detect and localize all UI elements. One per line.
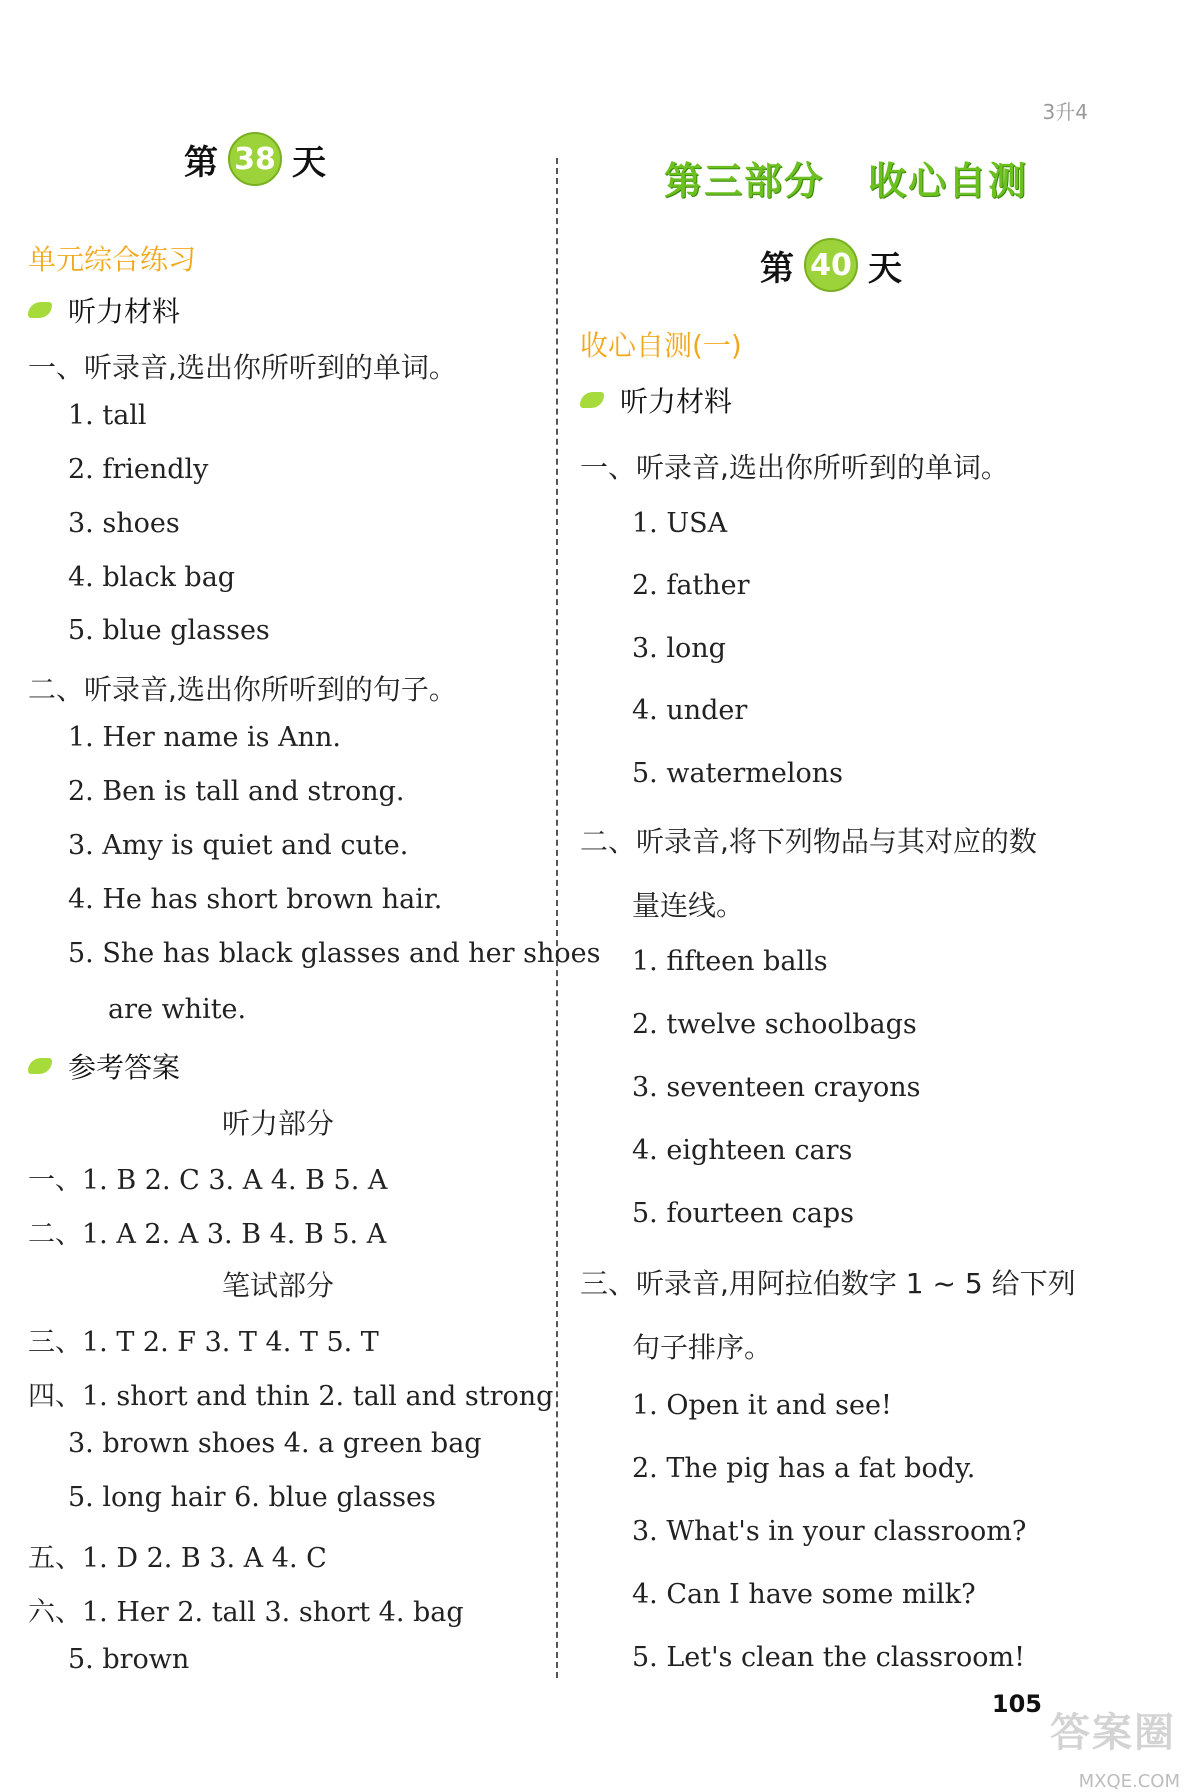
q1-item: 5. watermelons (632, 758, 844, 789)
answer-row: 二、1. A 2. A 3. B 4. B 5. A (28, 1219, 387, 1250)
q1-item: 4. under (632, 695, 748, 726)
day-number-badge: 38 (228, 132, 282, 186)
page-number: 105 (991, 1690, 1042, 1718)
listening-heading (580, 380, 732, 420)
leaf-icon (580, 392, 604, 408)
section-title: 收心自测(一) (580, 329, 742, 362)
answer-row: 四、1. short and thin 2. tall and strong (28, 1381, 554, 1412)
answer-row: 三、1. T 2. F 3. T 4. T 5. T (28, 1327, 379, 1358)
day-38-title (184, 132, 326, 186)
q1-item: 2. friendly (68, 454, 209, 485)
question-2: 二、听录音,将下列物品与其对应的数 (580, 825, 1037, 858)
day-number-badge: 40 (804, 238, 858, 292)
q1-item: 1. USA (632, 508, 728, 539)
q3-item: 2. The pig has a fat body. (632, 1453, 976, 1484)
q3-item: 4. Can I have some milk? (632, 1579, 976, 1610)
day-40-title (760, 238, 902, 292)
q2-item: 5. She has black glasses and her shoes (68, 938, 601, 969)
answer-row: 3. brown shoes 4. a green bag (68, 1428, 482, 1459)
q1-item: 3. long (632, 633, 726, 664)
q1-item: 4. black bag (68, 562, 236, 593)
question-2-continued: 量连线。 (632, 889, 745, 922)
q2-item: 2. Ben is tall and strong. (68, 776, 405, 807)
leaf-icon (28, 302, 52, 318)
listening-part-label: 听力部分 (221, 1107, 334, 1140)
section-title: 单元综合练习 (28, 243, 197, 276)
listening-heading-label: 听力材料 (68, 295, 181, 328)
day-suffix: 天 (868, 248, 902, 289)
q2-item: 1. fifteen balls (632, 946, 828, 977)
watermark-logo: 答案圈 (1050, 1710, 1176, 1756)
q3-item: 3. What's in your classroom? (632, 1516, 1027, 1547)
answer-row: 一、1. B 2. C 3. A 4. B 5. A (28, 1165, 388, 1196)
answer-row: 六、1. Her 2. tall 3. short 4. bag (28, 1597, 464, 1628)
grade-tag: 3升4 (1042, 100, 1088, 124)
written-part-label: 笔试部分 (221, 1269, 334, 1302)
part-title-a: 第三部分 (664, 159, 825, 203)
q1-item: 3. shoes (68, 508, 180, 539)
q2-item: 1. Her name is Ann. (68, 722, 341, 753)
answer-heading (28, 1046, 180, 1086)
day-suffix: 天 (292, 142, 326, 183)
day-prefix: 第 (760, 248, 794, 289)
question-3: 三、听录音,用阿拉伯数字 1 ~ 5 给下列 (580, 1267, 1076, 1300)
watermark-url: MXQE.COM (1078, 1771, 1180, 1792)
answer-heading-label: 参考答案 (68, 1051, 181, 1084)
question-1: 一、听录音,选出你所听到的单词。 (580, 451, 1009, 484)
question-3-continued: 句子排序。 (632, 1331, 773, 1364)
part-title (664, 150, 1072, 205)
q3-item: 1. Open it and see! (632, 1390, 892, 1421)
part-title-b: 收心自测 (868, 159, 1029, 203)
question-1: 一、听录音,选出你所听到的单词。 (28, 351, 457, 384)
q2-item: 4. He has short brown hair. (68, 884, 443, 915)
day-prefix: 第 (184, 142, 218, 183)
q2-item: 2. twelve schoolbags (632, 1009, 917, 1040)
listening-heading-label: 听力材料 (620, 385, 733, 418)
q1-item: 5. blue glasses (68, 615, 270, 646)
q2-item: 4. eighteen cars (632, 1135, 853, 1166)
q1-item: 1. tall (68, 400, 147, 431)
column-divider (556, 158, 558, 1678)
q2-item: 3. seventeen crayons (632, 1072, 921, 1103)
answer-row: 5. long hair 6. blue glasses (68, 1482, 436, 1513)
listening-heading (28, 290, 180, 330)
q3-item: 5. Let's clean the classroom! (632, 1642, 1026, 1673)
answer-row: 五、1. D 2. B 3. A 4. C (28, 1543, 327, 1574)
q1-item: 2. father (632, 570, 750, 601)
answer-row: 5. brown (68, 1644, 190, 1675)
q2-item-continued: are white. (108, 994, 247, 1025)
question-2: 二、听录音,选出你所听到的句子。 (28, 673, 457, 706)
leaf-icon (28, 1058, 52, 1074)
q2-item: 5. fourteen caps (632, 1198, 855, 1229)
q2-item: 3. Amy is quiet and cute. (68, 830, 409, 861)
